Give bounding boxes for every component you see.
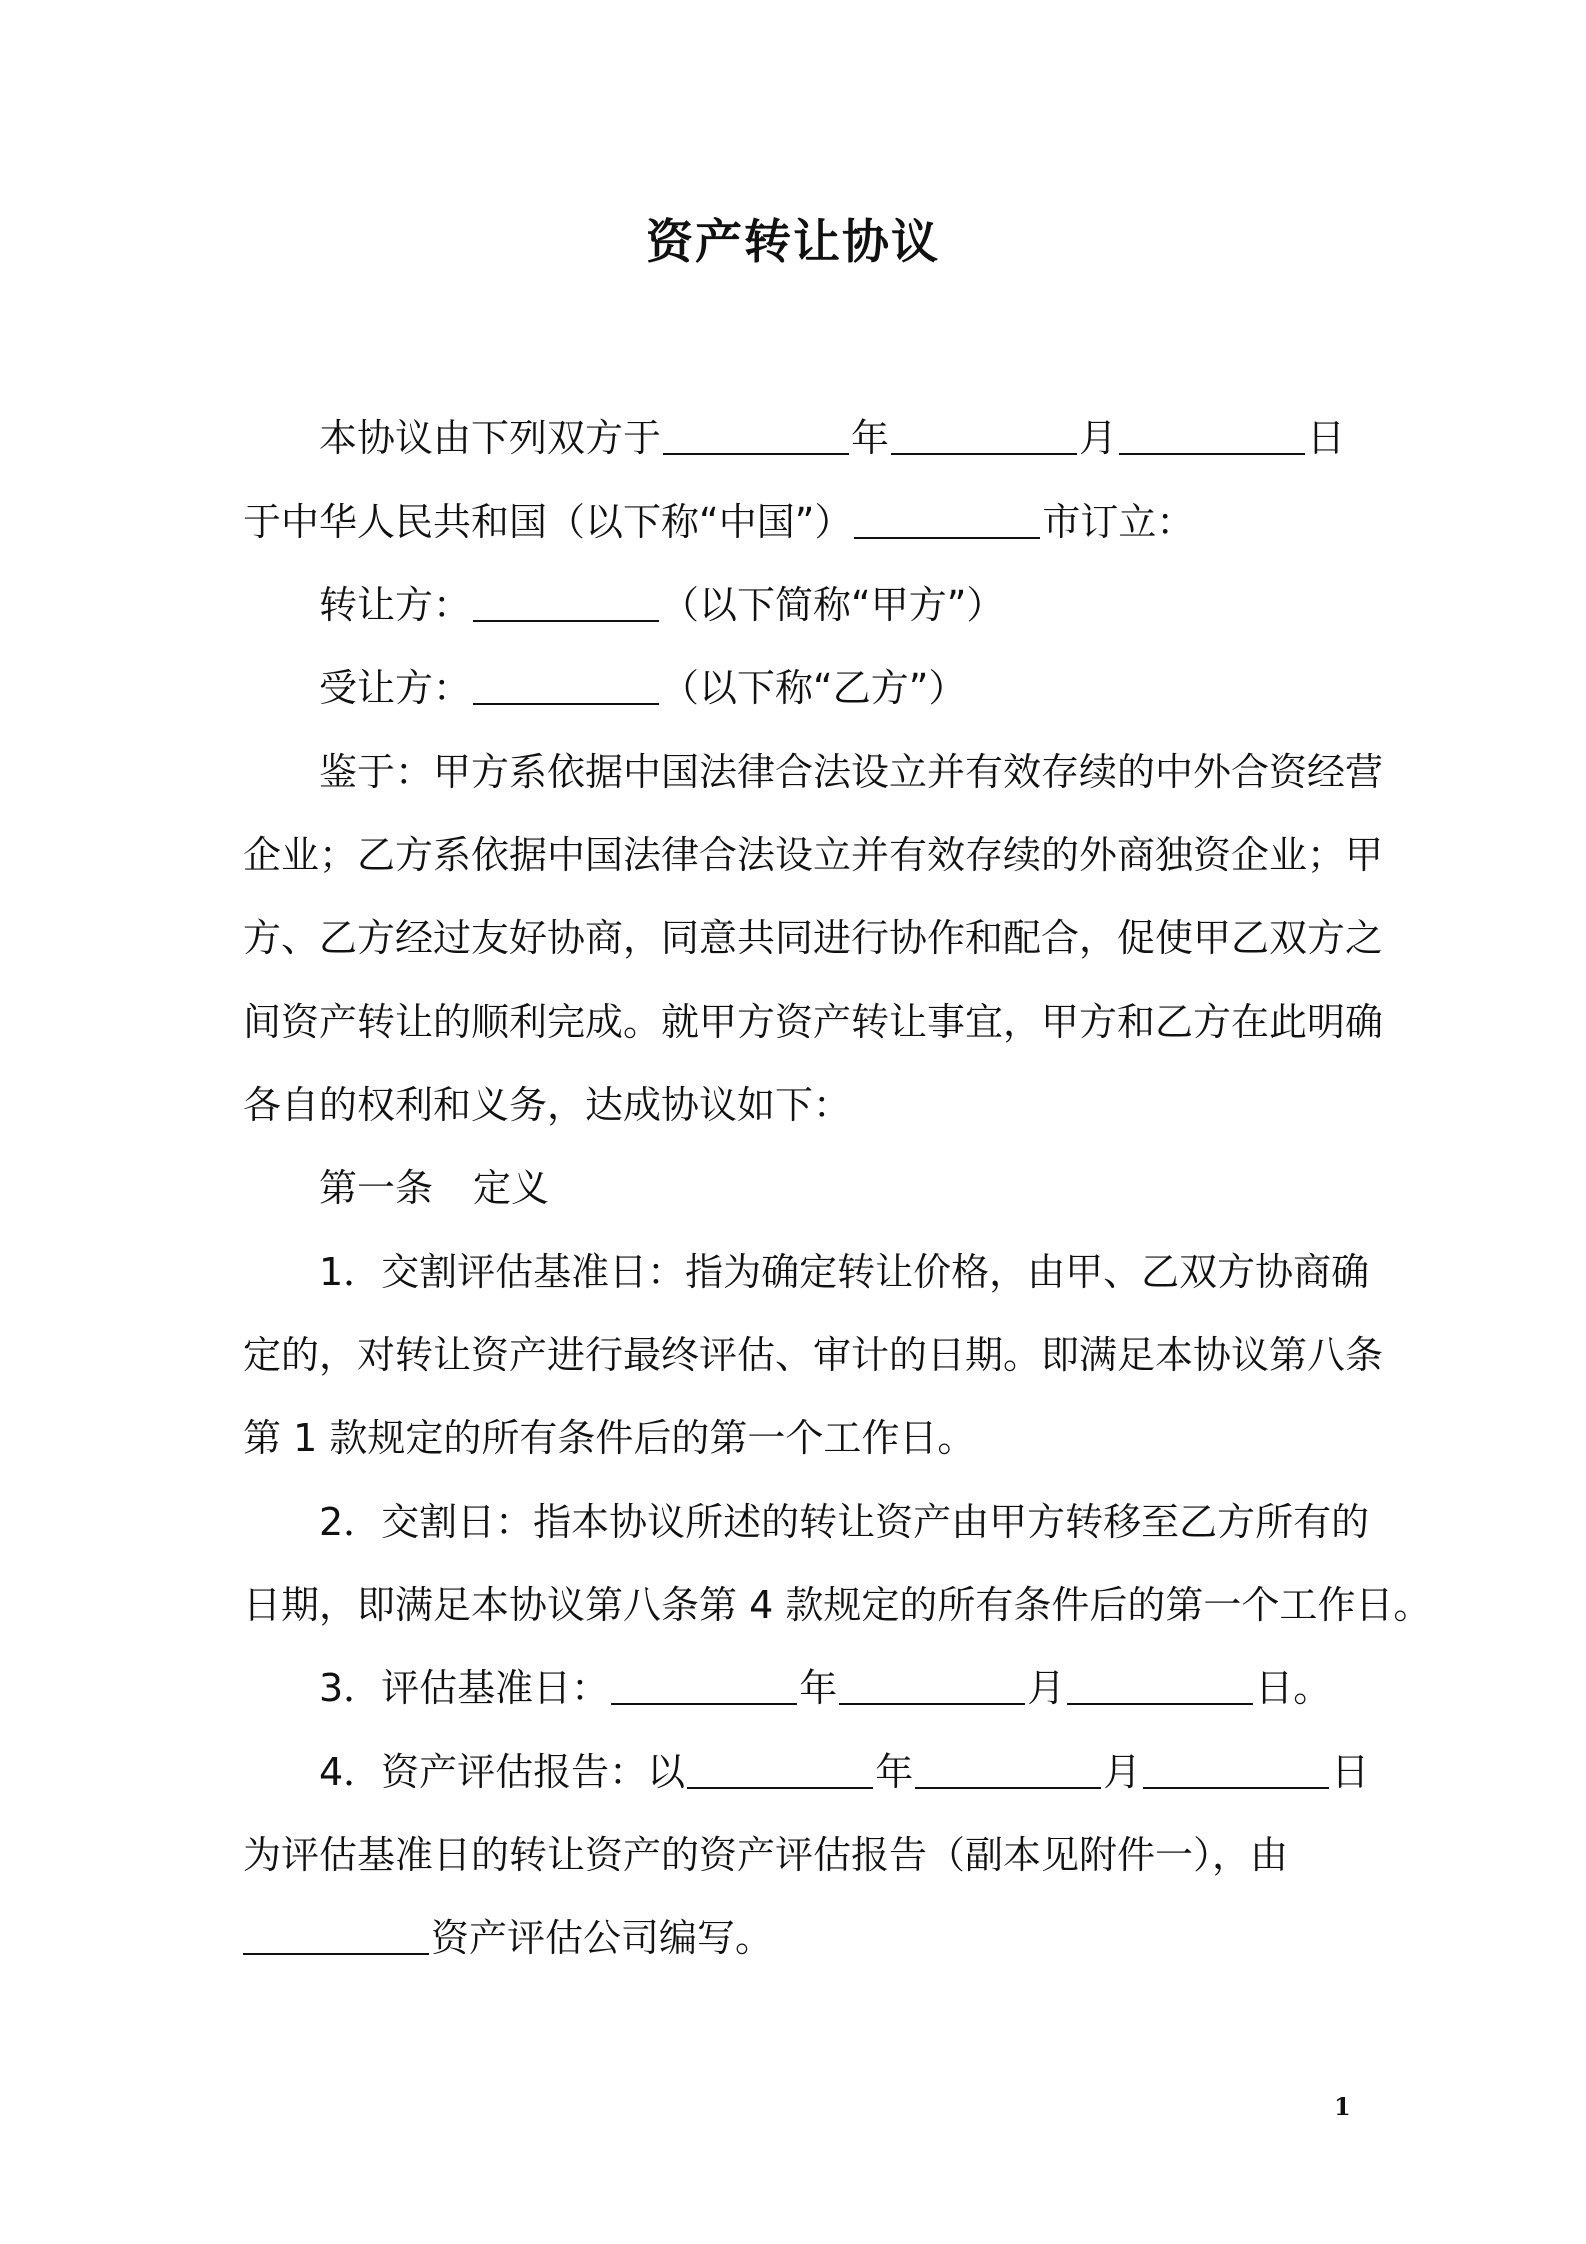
item-4-year: 年 <box>875 1750 914 1794</box>
transferee-label: 受让方： <box>319 666 472 710</box>
intro-line-2 <box>243 494 1363 550</box>
item-2-line-2: 日期，即满足本协议第八条第 4 款规定的所有条件后的第一个工作日。 <box>243 1583 1432 1627</box>
whereas-line-2: 企业；乙方系依据中国法律合法设立并有效存续的外商独资企业；甲 <box>243 833 1384 877</box>
blank-appraisal-company-field <box>243 1915 429 1955</box>
intro-country-text: 于中华人民共和国（以下称“中国”） <box>243 500 853 544</box>
whereas-line-3: 方、乙方经过友好协商，同意共同进行协作和配合，促使甲乙双方之 <box>243 916 1384 960</box>
blank-item3-month-field <box>839 1665 1025 1705</box>
document-title: 资产转让协议 <box>646 215 940 270</box>
month-label: 月 <box>1079 416 1118 460</box>
item-3-day: 日。 <box>1255 1666 1332 1710</box>
item-4-month: 月 <box>1103 1750 1142 1794</box>
page-number: 1 <box>1334 2092 1351 2121</box>
item-1-line-2: 定的，对转让资产进行最终评估、审计的日期。即满足本协议第八条 <box>243 1333 1384 1377</box>
blank-item3-day-field <box>1067 1665 1253 1705</box>
item-4-day: 日 <box>1331 1750 1370 1794</box>
transferee-line <box>243 660 1439 716</box>
item-3-line <box>243 1660 1439 1716</box>
item-1-line-3: 第 1 款规定的所有条件后的第一个工作日。 <box>243 1416 976 1460</box>
blank-transferor-field <box>473 582 659 622</box>
transferor-label: 转让方： <box>319 583 472 627</box>
blank-city-field <box>854 499 1040 539</box>
item-4-label: 4．资产评估报告：以 <box>319 1750 686 1794</box>
intro-city-text: 市订立： <box>1042 500 1195 544</box>
item-4-line-1 <box>243 1744 1439 1800</box>
blank-item4-year-field <box>687 1749 873 1789</box>
intro-line-1 <box>243 410 1439 466</box>
blank-item4-day-field <box>1143 1749 1329 1789</box>
blank-day-field <box>1119 415 1305 455</box>
item-4-line-2: 为评估基准日的转让资产的资产评估报告（副本见附件一），由 <box>243 1833 1289 1877</box>
blank-item4-month-field <box>915 1749 1101 1789</box>
article-1-heading <box>243 1160 1439 1216</box>
whereas-line-5: 各自的权利和义务，达成协议如下： <box>243 1083 852 1127</box>
whereas-line-4: 间资产转让的顺利完成。就甲方资产转让事宜，甲方和乙方在此明确 <box>243 1000 1384 1044</box>
whereas-line-1: 鉴于：甲方系依据中国法律合法设立并有效存续的中外合资经营 <box>319 750 1384 794</box>
transferee-suffix: （以下称“乙方”） <box>661 666 967 710</box>
item-4-line-3 <box>243 1910 1363 1966</box>
transferor-line <box>243 577 1439 633</box>
article-number: 第一条 <box>319 1166 434 1210</box>
item-4-company-text: 资产评估公司编写。 <box>431 1916 774 1960</box>
transferor-suffix: （以下简称“甲方”） <box>661 583 1005 627</box>
year-label: 年 <box>851 416 890 460</box>
blank-month-field <box>891 415 1077 455</box>
item-1-line-1: 1．交割评估基准日：指为确定转让价格，由甲、乙双方协商确 <box>319 1250 1370 1294</box>
item-2-line-1: 2．交割日：指本协议所述的转让资产由甲方转移至乙方所有的 <box>319 1500 1370 1544</box>
day-label: 日 <box>1307 416 1346 460</box>
blank-year-field <box>663 415 849 455</box>
blank-item3-year-field <box>611 1665 797 1705</box>
blank-transferee-field <box>473 665 659 705</box>
item-3-year: 年 <box>799 1666 838 1710</box>
item-3-label: 3．评估基准日： <box>319 1666 610 1710</box>
item-3-month: 月 <box>1027 1666 1066 1710</box>
article-title: 定义 <box>473 1166 550 1210</box>
intro-text: 本协议由下列双方于 <box>319 416 662 460</box>
